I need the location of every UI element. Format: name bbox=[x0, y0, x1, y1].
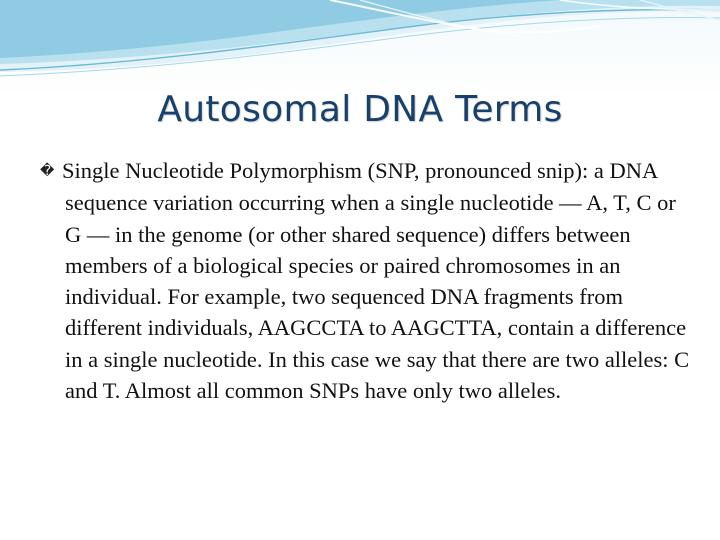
wave-header-graphic bbox=[0, 0, 720, 90]
slide-title: Autosomal DNA Terms bbox=[157, 89, 563, 130]
slide-body bbox=[40, 155, 690, 406]
bullet-paragraph bbox=[40, 155, 690, 406]
bullet-box-icon: � bbox=[40, 163, 55, 179]
bullet-text: Single Nucleotide Polymorphism (SNP, pronounced snip): a DNA sequence variation occurring when a single nucleotide — A, T, C or G — in the genome (or other shared sequence) differs between members of a biological species or paired chromosomes in an individual. For example, two sequenced DNA fragments from different individuals, AAGCCTA to AAGCTTA, contain a difference in a single nucleotide. In this case we say that there are two alleles: C and T. Almost all common SNPs have only two alleles. bbox=[62, 158, 690, 404]
